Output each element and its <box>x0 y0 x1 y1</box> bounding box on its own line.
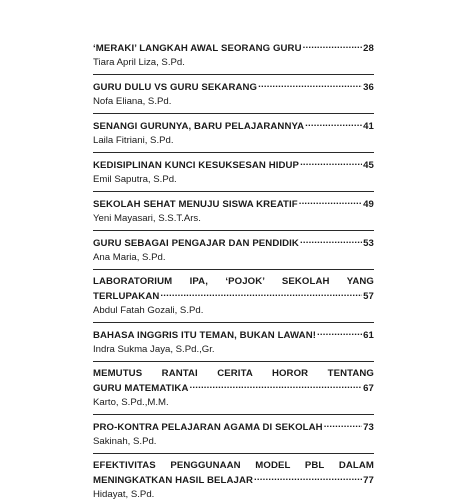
table-of-contents <box>93 41 374 501</box>
dot-leader <box>160 289 362 299</box>
toc-title: KEDISIPLINAN KUNCI KESUKSESAN HIDUP <box>93 160 300 171</box>
toc-page-number: 57 <box>363 291 374 302</box>
toc-title-row <box>93 381 374 396</box>
toc-title-line1: MEMUTUS RANTAI CERITA HOROR TENTANG <box>93 368 374 379</box>
toc-page-number: 73 <box>363 422 374 433</box>
toc-title-row <box>93 289 374 304</box>
toc-entry <box>93 80 374 108</box>
divider <box>93 361 374 362</box>
toc-author: Ana Maria, S.Pd. <box>93 252 166 263</box>
dot-leader <box>300 158 362 168</box>
toc-title-row <box>93 80 374 95</box>
toc-title: BAHASA INGGRIS ITU TEMAN, BUKAN LAWAN! <box>93 330 317 341</box>
toc-title: GURU SEBAGAI PENGAJAR DAN PENDIDIK <box>93 238 299 249</box>
dot-leader <box>254 473 362 483</box>
toc-entry <box>93 197 374 225</box>
toc-title-row <box>93 328 374 343</box>
toc-page-number: 45 <box>363 160 374 171</box>
divider <box>93 113 374 114</box>
toc-title-line1: EFEKTIVITAS PENGGUNAAN MODEL PBL DALAM <box>93 460 374 471</box>
toc-entry <box>93 328 374 356</box>
toc-page-number: 36 <box>363 82 374 93</box>
toc-entry <box>93 459 374 501</box>
toc-title-row <box>93 197 374 212</box>
toc-entry <box>93 41 374 69</box>
toc-author: Hidayat, S.Pd. <box>93 489 155 500</box>
toc-entry <box>93 158 374 186</box>
divider <box>93 414 374 415</box>
dot-leader <box>189 381 362 391</box>
toc-author: Indra Sukma Jaya, S.Pd.,Gr. <box>93 344 215 355</box>
toc-author: Emil Saputra, S.Pd. <box>93 174 177 185</box>
divider <box>93 269 374 270</box>
toc-title: MENINGKATKAN HASIL BELAJAR <box>93 475 254 486</box>
toc-title-row <box>93 119 374 134</box>
toc-title-row <box>93 41 374 56</box>
toc-title-row <box>93 236 374 251</box>
toc-page-number: 67 <box>363 383 374 394</box>
toc-title: PRO-KONTRA PELAJARAN AGAMA DI SEKOLAH <box>93 422 323 433</box>
toc-title-line1: LABORATORIUM IPA, ‘POJOK’ SEKOLAH YANG <box>93 276 374 287</box>
toc-entry <box>93 275 374 317</box>
toc-title-row <box>93 473 374 488</box>
toc-title: GURU DULU VS GURU SEKARANG <box>93 82 258 93</box>
divider <box>93 322 374 323</box>
toc-author: Karto, S.Pd.,M.M. <box>93 397 169 408</box>
toc-page-number: 53 <box>363 238 374 249</box>
toc-title: SENANGI GURUNYA, BARU PELAJARANNYA <box>93 121 305 132</box>
dot-leader <box>305 119 362 129</box>
toc-title: GURU MATEMATIKA <box>93 383 189 394</box>
divider <box>93 230 374 231</box>
toc-entry <box>93 420 374 448</box>
dot-leader <box>324 420 362 430</box>
toc-title-row <box>93 158 374 173</box>
divider <box>93 191 374 192</box>
toc-entry <box>93 119 374 147</box>
toc-author: Yeni Mayasari, S.S.T.Ars. <box>93 213 201 224</box>
toc-author: Sakinah, S.Pd. <box>93 436 157 447</box>
dot-leader <box>303 41 363 51</box>
toc-author: Laila Fitriani, S.Pd. <box>93 135 174 146</box>
toc-author: Nofa Eliana, S.Pd. <box>93 96 172 107</box>
toc-author: Tiara April Liza, S.Pd. <box>93 57 185 68</box>
divider <box>93 152 374 153</box>
toc-title: SEKOLAH SEHAT MENUJU SISWA KREATIF <box>93 199 298 210</box>
divider <box>93 74 374 75</box>
toc-page-number: 61 <box>363 330 374 341</box>
dot-leader <box>258 80 362 90</box>
toc-entry <box>93 367 374 409</box>
toc-title-row <box>93 420 374 435</box>
toc-page-number: 49 <box>363 199 374 210</box>
dot-leader <box>299 197 362 207</box>
dot-leader <box>300 236 362 246</box>
toc-page-number: 41 <box>363 121 374 132</box>
toc-page-number: 28 <box>363 43 374 54</box>
toc-page-number: 77 <box>363 475 374 486</box>
toc-title: TERLUPAKAN <box>93 291 160 302</box>
toc-entry <box>93 236 374 264</box>
divider <box>93 453 374 454</box>
toc-author: Abdul Fatah Gozali, S.Pd. <box>93 305 204 316</box>
dot-leader <box>317 328 362 338</box>
toc-title: ‘MERAKI’ LANGKAH AWAL SEORANG GURU <box>93 43 302 54</box>
